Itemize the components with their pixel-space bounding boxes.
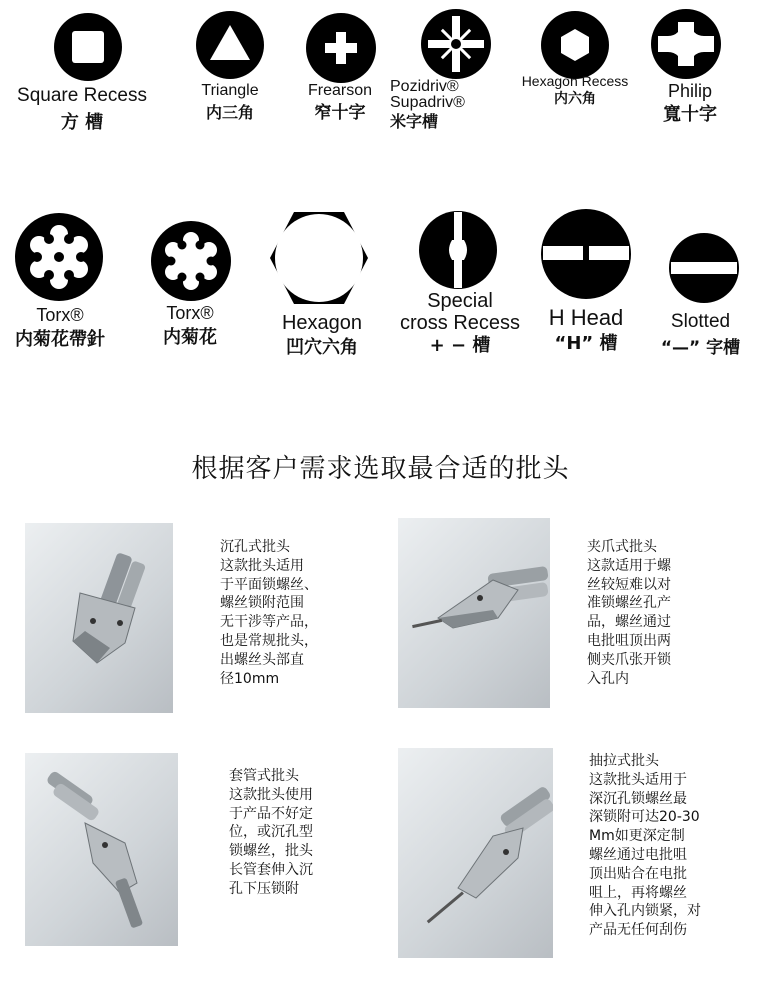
label-cn: 内菊花帶針 <box>15 328 105 350</box>
label-en: Special <box>427 290 493 312</box>
label-en: Hexagon Recess <box>521 73 629 89</box>
desc-line: 于平面锁螺丝、 <box>220 576 318 593</box>
label-cn: 内菊花 <box>163 326 217 348</box>
label-en: Pozidriv® <box>390 78 459 95</box>
desc-line: 产品无任何刮伤 <box>589 922 687 939</box>
label-en: Philip <box>667 81 713 101</box>
label-pozidriv <box>390 78 510 131</box>
desc-line: 套管式批头 <box>229 768 299 784</box>
product-photo-sleeve-bit <box>25 753 178 946</box>
desc-line: 夹爪式批头 <box>587 539 657 555</box>
product-desc-pull <box>589 752 701 940</box>
label-h-head <box>530 306 642 354</box>
desc-line: 无干涉等产品， <box>220 614 318 631</box>
desc-line: 这款适用于螺 <box>587 557 671 574</box>
pozidriv-icon <box>420 8 492 80</box>
label-cn: “—” 字槽 <box>660 337 741 358</box>
desc-line: 于产品不好定 <box>229 805 313 822</box>
bit-illustration <box>25 523 173 713</box>
desc-line: 深锁附可达20-30 <box>589 809 700 826</box>
label-square-recess <box>0 86 164 133</box>
label-en: Frearson <box>307 82 373 99</box>
label-hexagon-recess <box>505 74 645 108</box>
label-en: Hexagon <box>281 312 363 334</box>
bit-illustration <box>398 518 550 708</box>
label-cn: 米字槽 <box>390 112 439 132</box>
label-frearson <box>270 82 410 122</box>
desc-line: 抽拉式批头 <box>589 753 659 769</box>
torx-pin-icon <box>14 212 104 302</box>
frearson-icon <box>305 12 377 84</box>
label-cn: + − 槽 <box>429 335 491 356</box>
product-desc-clamp <box>587 538 671 688</box>
desc-line: 入孔内 <box>587 670 629 687</box>
desc-line: 咀上，再将螺丝 <box>589 884 687 901</box>
label-cn: 寬十字 <box>663 103 717 125</box>
triangle-icon <box>195 10 265 80</box>
desc-line: 螺丝锁附范围 <box>220 595 304 612</box>
desc-line: 这款批头适用 <box>220 557 304 574</box>
desc-line: 丝较短难以对 <box>587 576 671 593</box>
product-photo-clamp-bit <box>398 518 550 708</box>
desc-line: 出螺丝头部直 <box>220 651 304 668</box>
desc-line: Mm如更深定制 <box>589 828 685 845</box>
label-en: Slotted <box>670 311 731 332</box>
hexagon-icon <box>268 210 370 306</box>
label-cn: 凹穴六角 <box>286 337 358 358</box>
label-en: H Head <box>548 305 624 330</box>
bit-illustration <box>398 748 553 958</box>
hexagon-recess-icon <box>540 10 610 80</box>
label-torx <box>140 304 240 348</box>
desc-line: 侧夹爪张开锁 <box>587 651 671 668</box>
product-desc-countersink <box>220 538 318 688</box>
desc-line: 这款批头适用于 <box>589 771 687 788</box>
label-en: Torx® <box>166 303 214 323</box>
label-torx-pin <box>0 306 120 350</box>
label-en: Torx® <box>36 305 84 325</box>
label-hexagon <box>260 312 384 358</box>
desc-line: 也是常规批头， <box>220 632 318 649</box>
label-en-2: Supadriv® <box>390 93 465 111</box>
product-photo-countersink-bit <box>25 523 173 713</box>
desc-line: 品，螺丝通过 <box>587 614 671 631</box>
desc-line: 锁螺丝，批头 <box>229 843 313 860</box>
product-desc-sleeve <box>229 767 313 899</box>
label-cn: “H” 槽 <box>554 333 618 355</box>
label-cn: 方 槽 <box>60 111 104 133</box>
section-heading: 根据客户需求选取最合适的批头 <box>191 454 570 484</box>
desc-line: 电批咀顶出两 <box>587 632 671 649</box>
desc-line: 顶出贴合在电批 <box>589 865 687 882</box>
desc-line: 深沉孔锁螺丝最 <box>589 790 687 807</box>
desc-line: 位，或沉孔型 <box>229 824 313 841</box>
desc-line: 径10mm <box>220 670 280 687</box>
product-photo-pull-bit <box>398 748 553 958</box>
torx-icon <box>150 220 232 302</box>
desc-line: 这款批头使用 <box>229 786 313 803</box>
desc-line: 长管套伸入沉 <box>229 861 313 878</box>
philip-icon <box>650 8 722 80</box>
label-cn: 内三角 <box>205 102 254 122</box>
label-en-2: cross Recess <box>399 312 521 334</box>
label-cn: 窄十字 <box>314 102 366 123</box>
label-slotted <box>640 312 761 358</box>
desc-line: 准锁螺丝孔产 <box>587 595 671 612</box>
desc-line: 螺丝通过电批咀 <box>589 846 687 863</box>
bit-illustration <box>25 753 178 946</box>
label-en: Triangle <box>201 82 259 99</box>
label-philip <box>630 82 750 125</box>
h-head-icon <box>540 208 632 300</box>
desc-line: 孔下压锁附 <box>229 880 299 897</box>
desc-line: 沉孔式批头 <box>220 539 290 555</box>
desc-line: 伸入孔内锁紧，对 <box>589 903 701 920</box>
label-cn: 内六角 <box>554 91 596 108</box>
special-cross-icon <box>418 210 498 290</box>
square-recess-icon <box>53 12 123 82</box>
label-en: Square Recess <box>17 85 147 106</box>
label-special-cross <box>385 290 535 356</box>
slotted-icon <box>668 232 740 304</box>
